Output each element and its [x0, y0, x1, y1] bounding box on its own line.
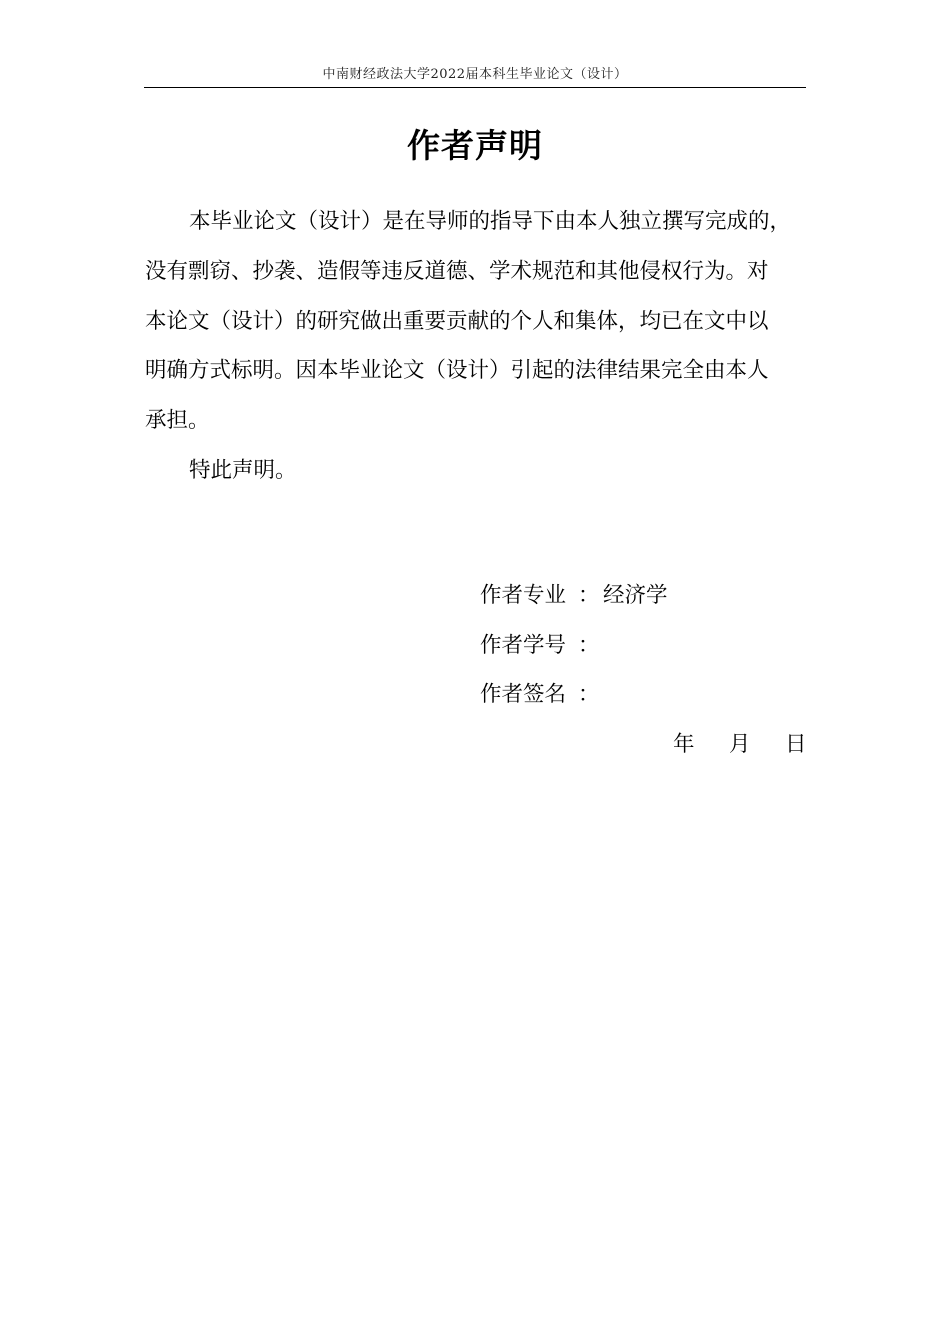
- body-line-3: 本论文（设计）的研究做出重要贡献的个人和集体，均已在文中以: [145, 309, 769, 334]
- major-colon: ：: [578, 583, 600, 608]
- signature-colon: ：: [578, 682, 600, 707]
- date-day: 日: [785, 732, 807, 757]
- body-line-4: 明确方式标明。因本毕业论文（设计）引起的法律结果完全由本人: [145, 358, 769, 383]
- student-id-label: 作者学号: [480, 633, 567, 658]
- major-label: 作者专业: [480, 583, 567, 608]
- body-line-2: 没有剽窃、抄袭、造假等违反道德、学术规范和其他侵权行为。对: [145, 259, 769, 284]
- page-title: 作者声明: [407, 126, 543, 165]
- date-year: 年: [673, 732, 695, 757]
- body-line-5: 承担。: [145, 408, 210, 433]
- date-month: 月: [729, 732, 751, 757]
- closing-statement: 特此声明。: [189, 458, 297, 483]
- header-divider: [144, 87, 806, 88]
- header-text: 中南财经政法大学2022届本科生毕业论文（设计）: [322, 67, 628, 82]
- major-value: 经济学: [603, 583, 668, 608]
- body-line-1: 本毕业论文（设计）是在导师的指导下由本人独立撰写完成的，: [189, 209, 792, 234]
- signature-label: 作者签名: [480, 682, 567, 707]
- student-id-colon: ：: [578, 633, 600, 658]
